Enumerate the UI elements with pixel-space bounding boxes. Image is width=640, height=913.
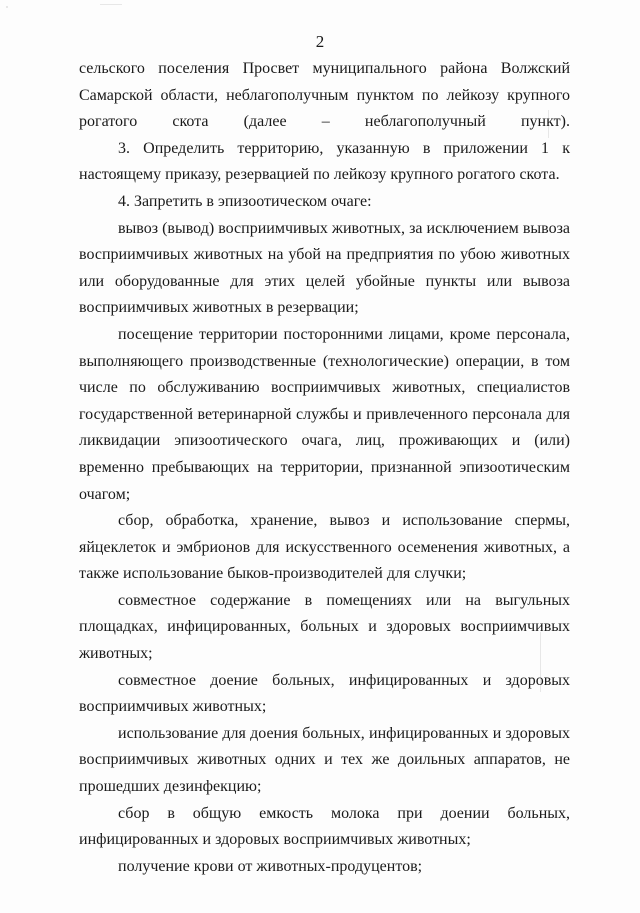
prohibition-milking-machines: использование для доения больных, инфицированных и здоровых восприимчивых животных одних и тех же доильных аппаратов, не прошедших дезинфекцию; <box>79 724 570 796</box>
prohibition-removal: вывоз (вывод) восприимчивых животных, за исключением вывоза восприимчивых животных на убой на предприятия по убою животных или оборудованные для этих целей убойные пункты или вывоза восприимчивых животных в резервации; <box>79 219 570 317</box>
paragraph-item-4: 4. Запретить в эпизоотическом очаге: <box>118 192 372 210</box>
scan-artifact <box>100 4 122 5</box>
prohibition-joint-keeping: совместное содержание в помещениях или на выгульных площадках, инфицированных, больных и здоровых восприимчивых животных; <box>79 591 570 663</box>
scan-artifact <box>6 6 8 8</box>
page-number: 2 <box>315 32 325 51</box>
prohibition-blood: получение крови от животных-продуцентов; <box>118 857 423 875</box>
paragraph-continuation: сельского поселения Просвет муниципального района Волжский Самарской области, неблагополучным пунктом по лейкозу крупного рогатого скота (далее – неблагополучный пункт). <box>79 60 570 131</box>
document-body <box>79 56 570 880</box>
prohibition-visits: посещение территории посторонними лицами, кроме персонала, выполняющего производственные (технологические) операции, в том числе по обслуживанию восприимчивых животных, специалистов государственной ветеринарной службы и привлеченного персонала для ликвидации эпизоотического очага, лиц, проживающих и (или) временно пребывающих на территории, признанной эпизоотическим очагом; <box>79 325 570 503</box>
paragraph-item-3: 3. Определить территорию, указанную в приложении 1 к настоящему приказу, резервацией по лейкозу крупного рогатого скота. <box>79 139 570 184</box>
prohibition-milk-collection: сбор в общую емкость молока при доении больных, инфицированных и здоровых восприимчивых животных; <box>79 804 570 849</box>
prohibition-semen: сбор, обработка, хранение, вывоз и использование спермы, яйцеклеток и эмбрионов для искусственного осеменения животных, а также использование быков-производителей для случки; <box>79 512 570 583</box>
prohibition-joint-milking: совместное доение больных, инфицированных и здоровых восприимчивых животных; <box>79 671 570 716</box>
